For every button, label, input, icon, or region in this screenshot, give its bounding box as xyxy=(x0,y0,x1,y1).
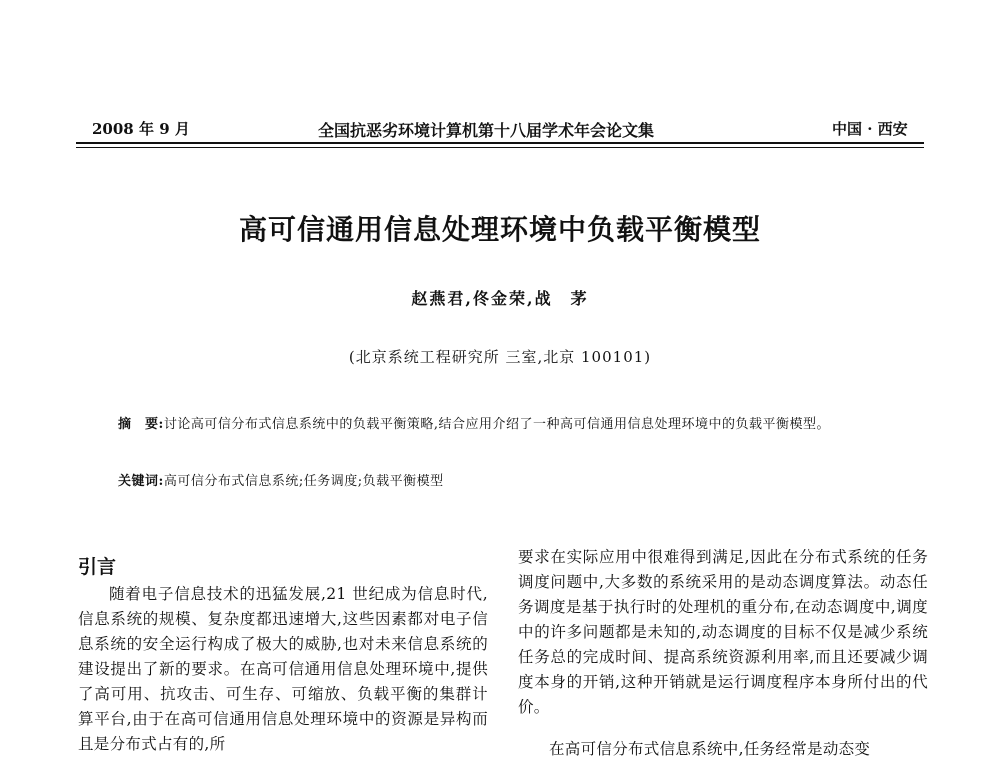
paper-title: 高可信通用信息处理环境中负载平衡模型 xyxy=(238,213,761,246)
header-location: 中国 · 西安 xyxy=(832,120,908,138)
abstract xyxy=(118,414,888,436)
abstract-label: 摘 要: xyxy=(118,417,164,432)
header-rule-thin xyxy=(76,147,924,148)
left-column-paragraph: 随着电子信息技术的迅猛发展,21 世纪成为信息时代,信息系统的规模、复杂度都迅速增大,这些因素都对电子信息系统的安全运行构成了极大的威胁,也对未来信息系统的建设提出了新的要求。在高可信通用信息处理环境中,提供了高可用、抗攻击、可生存、可缩放、负载平衡的集群计算平台,由于在高可信通用信息处理环境中的资源是异构而且是分布式占有的,所 xyxy=(78,585,488,753)
keywords xyxy=(118,470,444,489)
paper-authors: 赵燕君,佟金荣,战 茅 xyxy=(411,289,589,308)
right-column-paragraph-2: 在高可信分布式信息系统中,任务经常是动态变 xyxy=(549,740,871,758)
header-rule-thick xyxy=(76,142,924,144)
abstract-text: 讨论高可信分布式信息系统中的负载平衡策略,结合应用介绍了一种高可信通用信息处理环境中的负载平衡模型。 xyxy=(163,417,830,432)
keywords-text: 高可信分布式信息系统;任务调度;负载平衡模型 xyxy=(163,474,444,489)
section-heading-introduction: 引言 xyxy=(78,556,117,578)
keywords-label: 关键词: xyxy=(118,474,164,489)
paper-affiliation: (北京系统工程研究所 三室,北京 100101) xyxy=(348,348,652,366)
header-journal-title: 全国抗恶劣环境计算机第十八届学术年会论文集 xyxy=(318,121,655,140)
header-date: 2008 年 9 月 xyxy=(92,120,190,138)
right-column-paragraph-1: 要求在实际应用中很难得到满足,因此在分布式系统的任务调度问题中,大多数的系统采用的是动态调度算法。动态任务调度是基于执行时的处理机的重分布,在动态调度中,调度中的许多问题都是未知的,动态调度的目标不仅是减少系统任务总的完成时间、提高系统资源利用率,而且还要减少调度本身的开销,这种开销就是运行调度程序本身所付出的代价。 xyxy=(518,548,928,716)
